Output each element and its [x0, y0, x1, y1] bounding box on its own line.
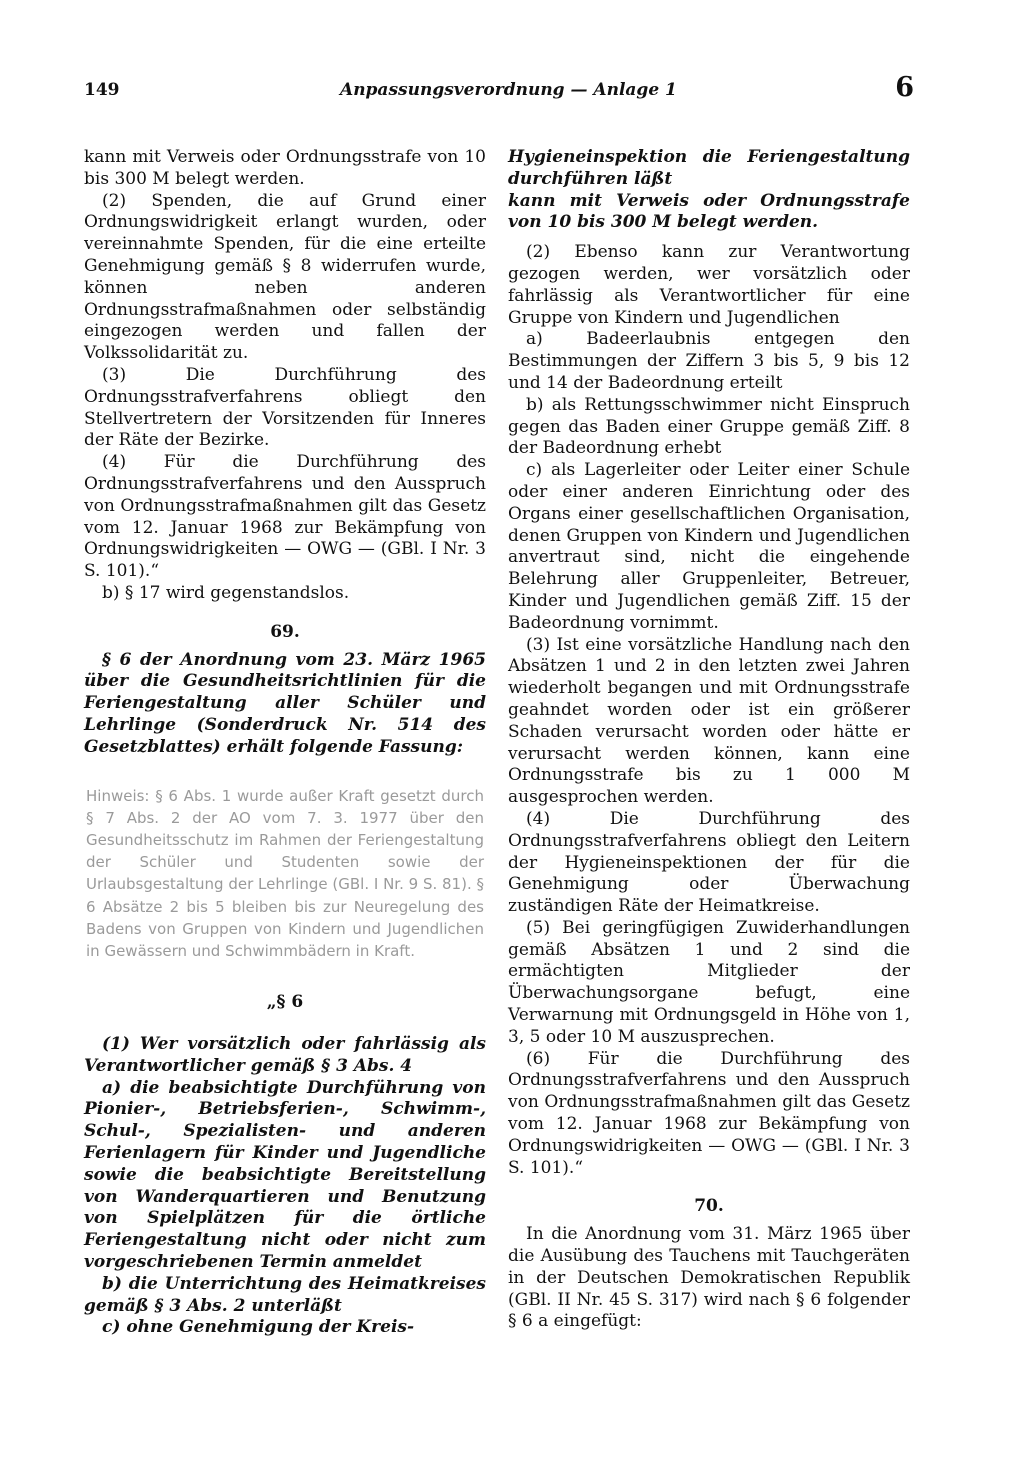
page-number: 149: [84, 80, 120, 100]
editorial-note: Hinweis: § 6 Abs. 1 wurde außer Kraft gesetzt durch § 7 Abs. 2 der AO vom 7. 3. 1977 über den Gesundheitsschutz im Rahmen der Feriengestaltung der Schüler und Studenten sowie der Urlaubsgestaltung der Lehrlinge (GBl. I Nr. 9 S. 81). § 6 Absätze 2 bis 5 bleiben bis zur Neuregelung des Badens von Gruppen von Kindern und Jugendlichen in Gewässern und Schwimmbädern in Kraft.: [86, 786, 484, 960]
clause-1-item-b: b) die Unterrichtung des Heimatkreises gemäß § 3 Abs. 2 unterläßt: [84, 1273, 486, 1316]
clause-4: (4) Die Durchführung des Ordnungsstrafverfahrens obliegt den Leitern der Hygieneinspektionen der für die Genehmigung oder Überwachung zuständigen Räte der Heimatkreise.: [508, 808, 910, 917]
page-header: [84, 72, 914, 112]
paragraph-4: (4) Für die Durchführung des Ordnungsstrafverfahrens und den Ausspruch von Ordnungsstrafmaßnahmen gilt das Gesetz vom 12. Januar 1968 zur Bekämpfung von Ordnungswidrigkeiten — OWG — (GBl. I Nr. 3 S. 101).“: [84, 452, 486, 582]
paragraph-2: (2) Spenden, die auf Grund einer Ordnungswidrigkeit erlangt wurden, oder vereinnahmte Spenden, für die eine erteilte Genehmigung gemäß § 8 widerrufen wurde, können neben anderen Ordnungsstrafmaßnahmen oder selbständig eingezogen werden und fallen der Volkssolidarität zu.: [84, 190, 486, 364]
clause-6: (6) Für die Durchführung des Ordnungsstrafverfahrens und den Ausspruch von Ordnungsstrafmaßnahmen gilt das Gesetz vom 12. Januar 1968 zur Bekämpfung von Ordnungswidrigkeiten — OWG — (GBl. I Nr. 3 S. 101).“: [508, 1048, 910, 1178]
clause-1-item-c-continuation: Hygieneinspektion die Feriengestaltung durchführen läßt: [508, 147, 910, 189]
left-column: [84, 147, 486, 1339]
clause-2-item-a: a) Badeerlaubnis entgegen den Bestimmungen der Ziffern 3 bis 5, 9 bis 12 und 14 der Badeordnung erteilt: [508, 329, 910, 393]
item-b: b) § 17 wird gegenstandslos.: [102, 582, 350, 603]
amendment-intro-70: In die Anordnung vom 31. März 1965 über die Ausübung des Tauchens mit Tauchgeräten in der Deutschen Demokratischen Republik (GBl. II Nr. 45 S. 317) wird nach § 6 folgender § 6 a eingefügt:: [508, 1224, 910, 1332]
section-heading: „§ 6: [266, 992, 304, 1013]
section-number-70: 70.: [694, 1196, 724, 1217]
paragraph-3: (3) Die Durchführung des Ordnungsstrafverfahrens obliegt den Stellvertretern der Vorsitzenden für Inneres der Räte der Bezirke.: [84, 364, 486, 451]
clause-5: (5) Bei geringfügigen Zuwiderhandlungen gemäß Absätzen 1 und 2 sind die ermächtigten Mitglieder der Überwachungsorgane befugt, eine Verwarnung mit Ordnungsgeld in Höhe von 1, 3, 5 oder 10 M auszusprechen.: [508, 917, 910, 1047]
clause-1-penalty: kann mit Verweis oder Ordnungsstrafe von 10 bis 300 M belegt werden.: [508, 190, 910, 233]
clause-2-item-b: b) als Rettungsschwimmer nicht Einspruch gegen das Baden einer Gruppe gemäß Ziff. 8 der Badeordnung erhebt: [508, 394, 910, 459]
section-number-69: 69.: [270, 621, 300, 642]
clause-1-item-a: a) die beabsichtigte Durchführung von Pionier-, Betriebsferien-, Schwimm-, Schul-, Spezialisten- und anderen Ferienlagern für Kinder und Jugendliche sowie die beabsichtigte Bereitstellung von Wanderquartieren und Benutzung von Spielplätzen für die örtliche Feriengestaltung nicht oder nicht zum vorgeschriebenen Termin anmeldet: [84, 1077, 486, 1272]
chapter-number: 6: [895, 72, 914, 103]
right-column: [508, 147, 910, 1333]
clause-3: (3) Ist eine vorsätzliche Handlung nach den Absätzen 1 und 2 in den letzten zwei Jahren wiederholt begangen und mit Ordnungsstrafe geahndet worden oder ist ein größerer Schaden verursacht worden oder hätte er verursacht werden können, kann eine Ordnungsstrafe bis zu 1 000 M ausgesprochen werden.: [508, 634, 910, 808]
running-title: Anpassungsverordnung — Anlage 1: [340, 80, 677, 100]
clause-1-item-c: c) ohne Genehmigung der Kreis-: [102, 1317, 415, 1338]
amendment-intro: § 6 der Anordnung vom 23. März 1965 über die Gesundheitsrichtlinien für die Feriengestaltung aller Schüler und Lehrlinge (Sonderdruck Nr. 514 des Gesetzblattes) erhält folgende Fassung:: [84, 649, 486, 757]
paragraph-continuation: kann mit Verweis oder Ordnungsstrafe von 10 bis 300 M belegt werden.: [84, 147, 486, 189]
clause-2: (2) Ebenso kann zur Verantwortung gezogen werden, wer vorsätzlich oder fahrlässig als Verantwortlicher für eine Gruppe von Kindern und Jugendlichen: [508, 242, 910, 328]
clause-1: (1) Wer vorsätzlich oder fahrlässig als Verantwortlicher gemäß § 3 Abs. 4: [84, 1033, 486, 1076]
clause-2-item-c: c) als Lagerleiter oder Leiter einer Schule oder einer anderen Einrichtung oder des Organs einer gesellschaftlichen Organisation, denen Gruppen von Kindern und Jugendlichen anvertraut sind, nicht die eingehende Belehrung aller Gruppenleiter, Betreuer, Kinder und Jugendlichen gemäß Ziff. 15 der Badeordnung vornimmt.: [508, 460, 910, 633]
